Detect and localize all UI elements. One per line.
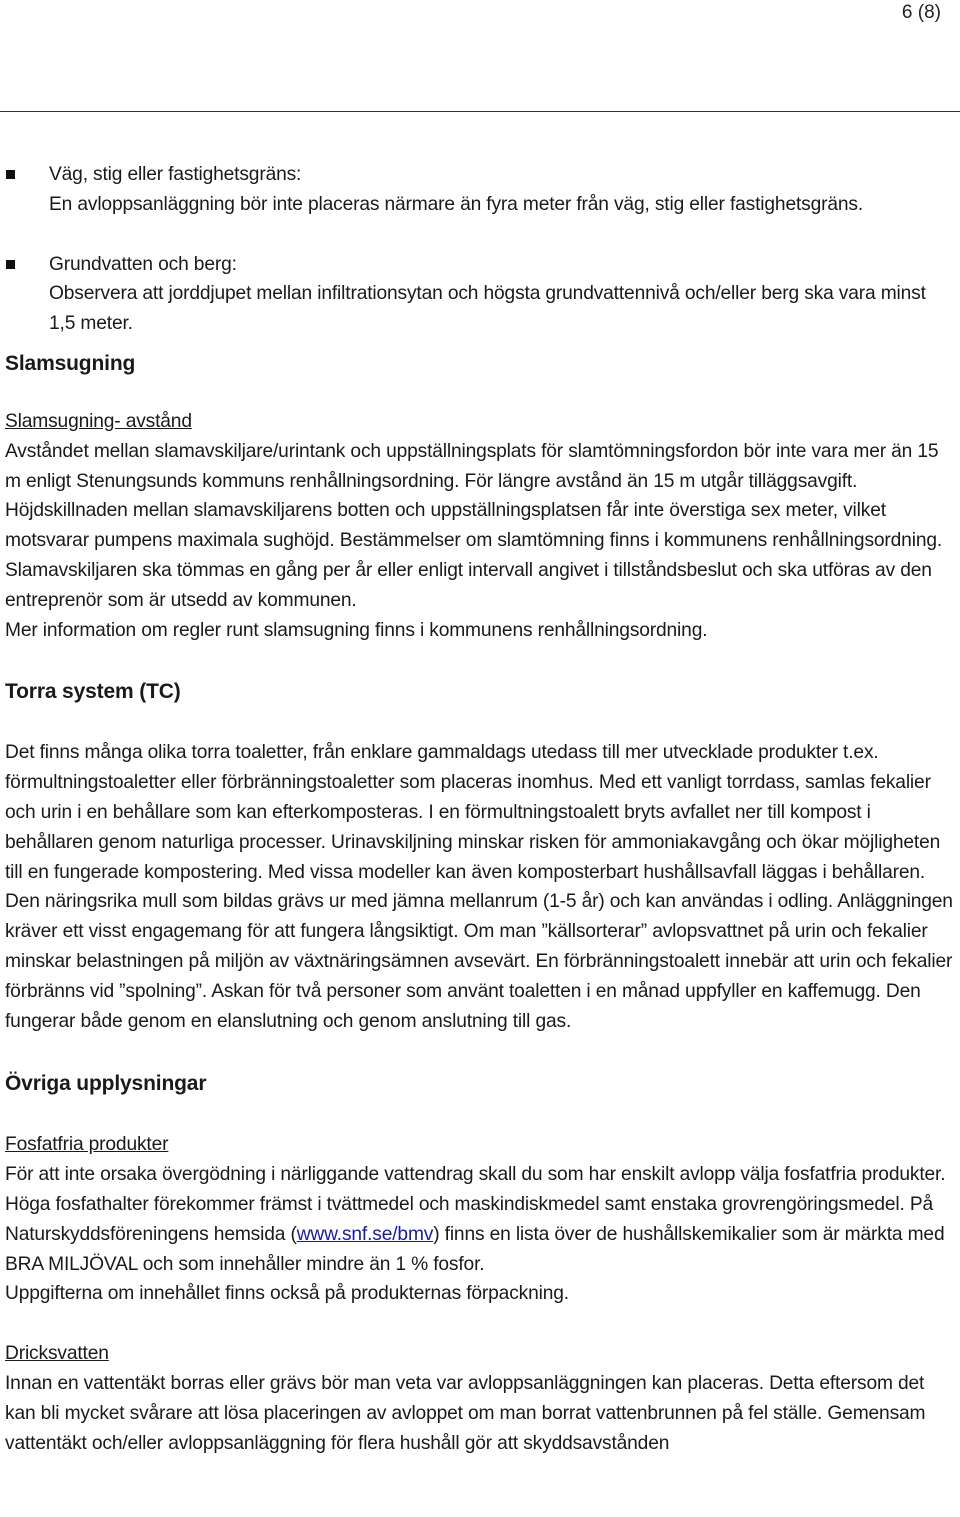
- square-bullet-icon: [6, 170, 15, 179]
- bullet-text: En avloppsanläggning bör inte placeras närmare än fyra meter från väg, stig eller fastighetsgräns.: [49, 193, 864, 215]
- subheading-fosfatfria-produkter: Fosfatfria produkter: [5, 1134, 169, 1156]
- bullet-item-groundwater: [5, 250, 955, 339]
- bullet-item-road-distance: [5, 160, 955, 220]
- paragraph-fosfatfria: [5, 1160, 955, 1279]
- section-heading-ovriga-upplysningar: Övriga upplysningar: [5, 1072, 207, 1096]
- subheading-dricksvatten: Dricksvatten: [5, 1343, 109, 1365]
- section-heading-torra-system: Torra system (TC): [5, 680, 181, 704]
- header-divider: [0, 111, 960, 112]
- bullet-title: Väg, stig eller fastighetsgräns:: [49, 164, 302, 185]
- square-bullet-icon: [6, 260, 15, 269]
- bullet-list: [5, 160, 955, 339]
- fosfat-text-after-link: ) finns en lista över de hushållskemikalier som är märkta med BRA MILJÖVAL och som innehåller mindre än 1 % fosfor.: [5, 1223, 945, 1275]
- subheading-slamsugning-avstand: Slamsugning- avstånd: [5, 410, 192, 432]
- paragraph-dricksvatten: Innan en vattentäkt borras eller grävs bör man veta var avloppsanläggningen kan placeras. Detta eftersom det kan bli mycket svårare att lösa placeringen av avloppet om man borrat vattenbrunnen på fel ställe. Gemensam vattentäkt och/eller avloppsanläggning för flera hushåll gör att skyddsavstånden: [5, 1372, 926, 1454]
- section-heading-slamsugning: Slamsugning: [5, 351, 136, 375]
- document-body: [5, 160, 955, 1458]
- paragraph-slamsugning: Avståndet mellan slamavskiljare/urintank och uppställningsplats för slamtömningsfordon bör inte vara mer än 15 m enligt Stenungsunds kommuns renhållningsordning. För längre avstånd än 15 m utgår tilläggsavgift. Höjdskillnaden mellan slamavskiljarens botten och uppställningsplatsen får inte överstiga sex meter, vilket motsvarar pumpens maximala sughöjd. Bestämmelser om slamtömning finns i kommunens renhållningsordning. Slamavskiljaren ska tömmas en gång per år eller enligt intervall angivet i tillståndsbeslut och ska utföras av den entreprenör som är utsedd av kommunen.: [5, 440, 943, 611]
- paragraph-torra-system: Det finns många olika torra toaletter, från enklare gammaldags utedass till mer utvecklade produkter t.ex. förmultningstoaletter eller förbränningstoaletter som placeras inomhus. Med ett vanligt torrdass, samlas fekalier och urin i en behållare som kan efterkomposteras. I en förmultningstoalett bryts avfallet ner till kompost i behållaren genom naturliga processer. Urinavskiljning minskar risken för ammoniakavgång och ökar möjligheten till en fungerade kompostering. Med vissa modeller kan även komposterbart hushållsavfall läggas i behållaren. Den näringsrika mull som bildas grävs ur med jämna mellanrum (1-5 år) och kan användas i odling. Anläggningen kräver ett visst engagemang för att fungera långsiktigt. Om man ”källsorterar” avlopsvattnet på urin och fekalier minskar belastningen på miljön av växtnäringsämnen avsevärt. En förbränningstoalett innebär att urin och fekalier förbränns vid ”spolning”. Askan för två personer som använt toaletten i en månad uppfyller en kaffemugg. Den fungerar både genom en elanslutning och genom anslutning till gas.: [5, 742, 953, 1032]
- fosfat-text-before-link: För att inte orsaka övergödning i närliggande vattendrag skall du som har enskilt avlopp välja fosfatfria produkter. Höga fosfathalter förekommer främst i tvättmedel och maskindiskmedel samt enstaka grovrengöringsmedel. På Naturskyddsföreningens hemsida (: [5, 1164, 946, 1245]
- bullet-text: Observera att jorddjupet mellan infiltrationsytan och högsta grundvattennivå och/eller berg ska vara minst 1,5 meter.: [49, 283, 926, 335]
- snf-website-link[interactable]: www.snf.se/bmv: [296, 1223, 434, 1245]
- paragraph-slamsugning-more: Mer information om regler runt slamsugning finns i kommunens renhållningsordning.: [5, 619, 708, 641]
- bullet-title: Grundvatten och berg:: [49, 253, 237, 275]
- page-number: 6 (8): [901, 2, 941, 23]
- paragraph-fosfatfria-packaging: Uppgifterna om innehållet finns också på produkternas förpackning.: [5, 1283, 569, 1305]
